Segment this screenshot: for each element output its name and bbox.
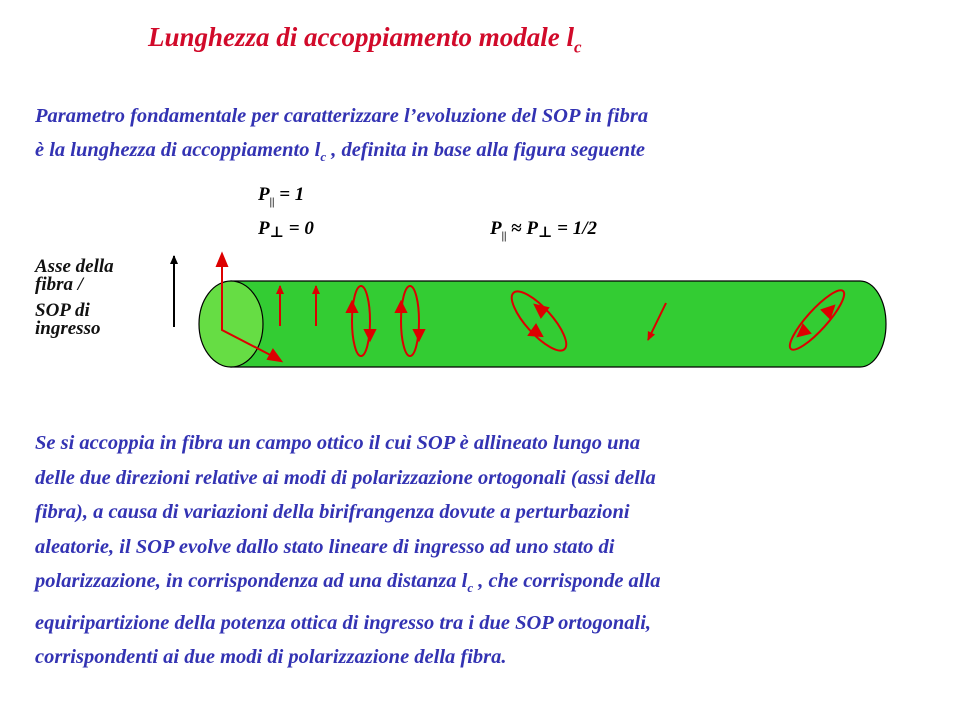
- slide-title: Lunghezza di accoppiamento modale $l_c$: [148, 22, 582, 57]
- perp-symbol: ⊥: [269, 225, 285, 241]
- body-line-4: aleatorie, il SOP evolve dallo stato lineare di ingresso ad uno stato di: [35, 535, 615, 558]
- axis-label-line-3: SOP di: [35, 300, 90, 321]
- p-perp-equals-zero: P⊥ = 0: [258, 218, 314, 241]
- p-equal-half: $P_{||}$ ≈ P⊥ = 1/2: [490, 218, 598, 242]
- p-parallel-equals-one: $P_{||} = 1$: [258, 184, 305, 208]
- body-line-3: fibra), a causa di variazioni della birifrangenza dovute a perturbazioni: [35, 501, 630, 523]
- fiber-body: [199, 281, 886, 367]
- body-line-2: delle due direzioni relative ai modi di polarizzazione ortogonali (assi della: [35, 466, 656, 489]
- body-paragraph: [35, 426, 935, 675]
- body-line-6: equiripartizione della potenza ottica di ingresso tra i due SOP ortogonali,: [35, 611, 652, 634]
- body-line-7: corrispondenti ai due modi di polarizzazione della fibra.: [35, 646, 507, 669]
- intro-line-1: Parametro fondamentale per caratterizzare l’evoluzione del SOP in fibra: [35, 105, 649, 127]
- perp-symbol-2: ⊥: [538, 225, 553, 241]
- fiber-end-face: [199, 281, 263, 367]
- body-line-5: polarizzazione, in corrispondenza ad una distanza $l_c$ , che corrisponde alla: [35, 570, 661, 596]
- axis-label-line-4: ingresso: [35, 318, 101, 339]
- intro-line-2: è la lunghezza di accoppiamento $l_c$ , definita in base alla figura seguente: [35, 139, 645, 165]
- axis-label-line-1: Asse della: [35, 256, 114, 277]
- approx-symbol: ≈: [511, 218, 522, 239]
- axis-label-line-2: fibra /: [35, 274, 84, 295]
- body-line-1: Se si accoppia in fibra un campo ottico il cui SOP è allineato lungo una: [35, 432, 641, 454]
